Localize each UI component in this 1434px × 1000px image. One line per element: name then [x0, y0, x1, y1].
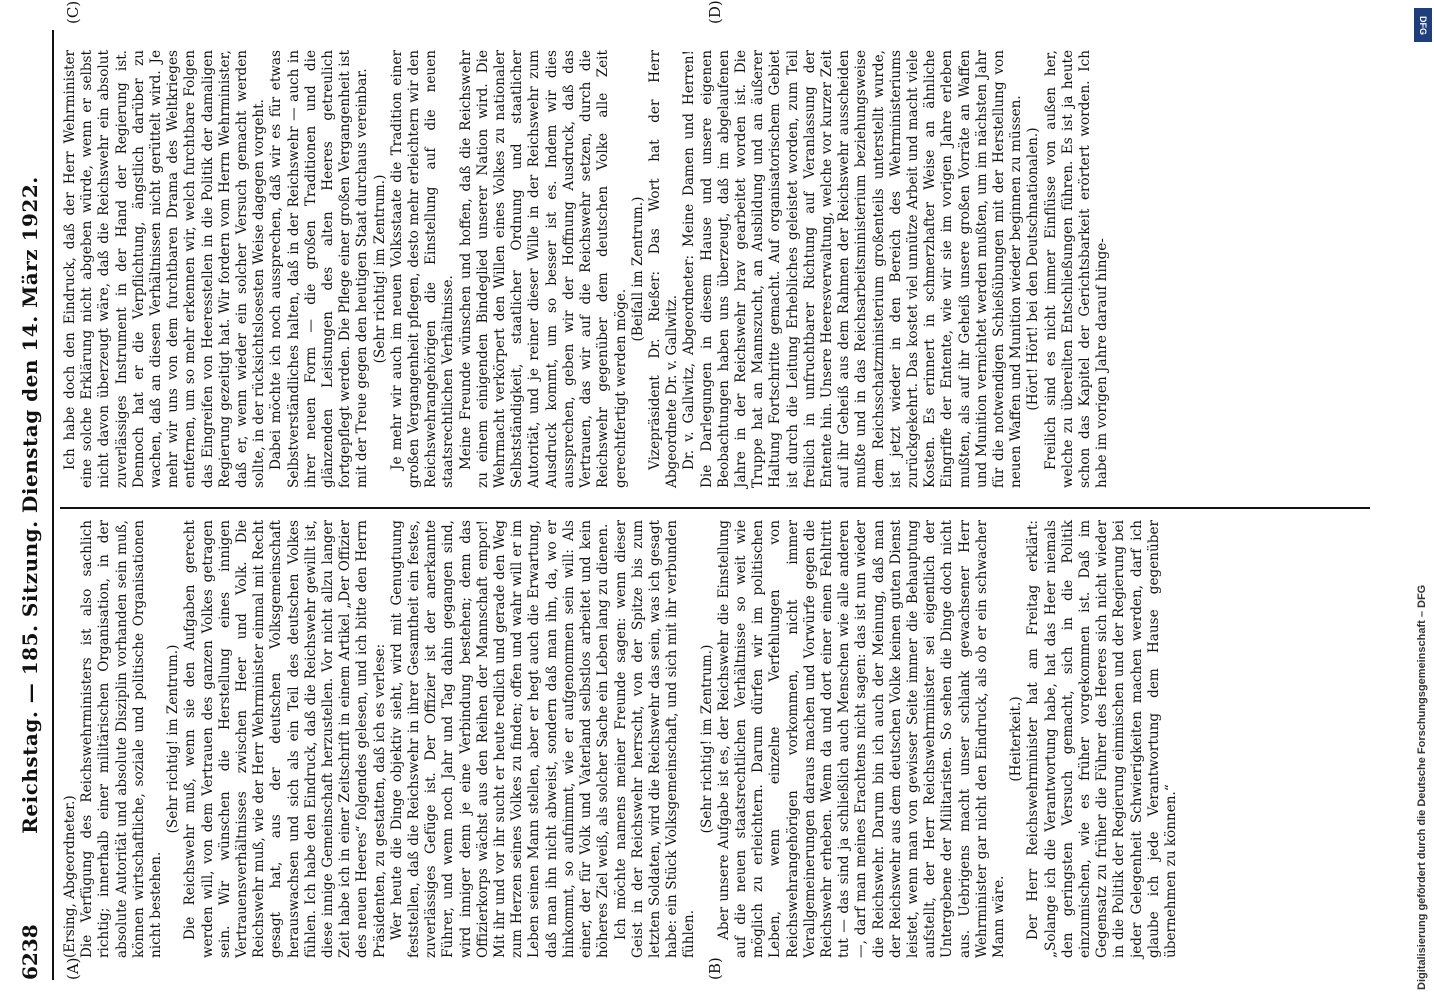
- column-divider: [60, 507, 1370, 509]
- left-column: [62, 520, 1180, 958]
- interjection: (Beifall im Zentrum.): [629, 196, 646, 342]
- right-column: [62, 50, 1111, 488]
- paragraph: Aber unsere Aufgabe ist es, der Reichswehr die Einstellung auf die neuen staatsrechtlichen Verhältnisse so weit wie möglich zu erleichtern. Darum dürfen wir im politischen Leben, wenn einzelne Verfehlungen von Reichswehrangehörigen vorkommen, nicht immer Verallgemeinerungen daraus machen und Vorwürfe gegen die Reichswehr erheben. Wenn da und dort einer einen Fehltritt tut — das sind ja schließlich auch Menschen wie alle anderen —, darf man meines Erachtens nicht sagen: das ist nun wieder die Reichswehr. Darum bin ich auch der Meinung, daß man der Reichswehr aus dem deutschen Volke keinen guten Dienst leistet, wenn man von gewisser Seite immer die Behauptung aufstellt, der Herr Reichswehrminister sei eigentlich der Untergebene der Militaristen. So sehen die Dinge doch nicht aus. Uebrigens macht unser schlank gewachsener Herr Wehrminister gar nicht den Eindruck, als ob er ein schwacher Mann wäre.: [715, 520, 1007, 958]
- paragraph: Meine Freunde wünschen und hoffen, daß die Reichswehr zu einem einigenden Bindeglied unserer Nation wird. Die Wehrmacht verkörpert den Willen eines Volkes zu nationaler Selbstständigkeit, staatlicher Ordnung und staatlicher Autorität, und je reiner dieser Wille in der Reichswehr zum Ausdruck kommt, um so besser ist es. Indem wir dies aussprechen, geben wir der Hoffnung Ausdruck, daß das Vertrauen, das wir auf die Reichswehr setzen, durch die Reichswehr gegenüber dem deutschen Volke alle Zeit gerechtfertigt werden möge.: [457, 50, 629, 488]
- interjection: (Heiterkeit.): [1008, 696, 1025, 782]
- digitization-credit: [1412, 10, 1432, 990]
- paragraph: Je mehr wir auch im neuen Volksstaate die Tradition einer großen Vergangenheit pflegen, desto mehr erleichtern wir den Reichswehrangehörigen die Einstellung auf die neuen staatsrechtlichen Verhältnisse.: [388, 50, 457, 488]
- paragraph: Ich habe doch den Eindruck, daß der Herr Wehrminister eine solche Erklärung nicht abgeben würde, wenn er selbst nicht davon überzeugt wäre, daß die Reichswehr ein absolut zuverlässiges Instrument in der Hand der Regierung ist. Dennoch hat er die Verpflichtung, ängstlich darüber zu wachen, daß an diesen Verhältnissen nicht gerüttelt wird. Je mehr wir uns von dem furchtbaren Drama des Weltkrieges entfernen, um so mehr erkennen wir, welch furchtbare Folgen das Eingreifen von Heeresstellen in die Politik der damaligen Regierung gezeitigt hat. Wir fordern vom Herrn Wehrminister, daß er, wenn wieder ein solcher Versuch gemacht werden sollte, in der rücksichtslosesten Weise dagegen vorgeht.: [62, 50, 268, 488]
- page-number: 6238: [18, 924, 42, 980]
- digitization-credit-text: Digitalisierung gefördert durch die Deutsche Forschungsgemeinschaft – DFG: [1416, 584, 1428, 990]
- margin-marker-a: (A): [64, 957, 82, 980]
- margin-marker-b: (B): [706, 957, 724, 980]
- interjection: (Sehr richtig! im Zentrum.): [371, 174, 388, 364]
- dfg-logo: DFG: [1414, 8, 1432, 42]
- paragraph: Die Verfügung des Reichswehrministers ist also sachlich richtig; innerhalb einer militärischen Organisation, in der absolute Autorität und absolute Disziplin vorhanden sein muß, können wirtschaftliche, soziale und politische Organisationen nicht bestehen.: [79, 520, 165, 958]
- margin-marker-d: (D): [706, 0, 724, 24]
- paragraph: Die Reichswehr muß, wenn sie den Aufgaben gerecht werden will, von dem Vertrauen des ganzen Volkes getragen sein. Wir wünschen die Herstellung eines innigen Vertrauensverhältnisses zwischen Heer und Volk. Die Reichswehr muß, wie der Herr Wehrminister einmal mit Recht gesagt hat, aus der deutschen Volksgemeinschaft herauswachsen und sich als ein Teil des deutschen Volkes fühlen. Ich habe den Eindruck, daß die Reichswehr gewillt ist, diese innige Gemeinschaft herzustellen. Vor nicht allzu langer Zeit habe ich in einer Zeitschrift in einem Artikel „Der Offizier des neuen Heeres“ folgendes gelesen, und ich bitte den Herrn Präsidenten, zu gestatten, daß ich es verlese:: [182, 520, 388, 958]
- paragraph: Dabei möchte ich noch aussprechen, daß wir es für etwas Selbstverständliches halten, daß in der Reichswehr — auch in ihrer neuen Form — die großen Traditionen und die glänzenden Leistungen des alten Heeres getreulich fortgepflegt werden. Die Pflege einer großen Vergangenheit ist mit der Treue gegen den heutigen Staat durchaus vereinbar.: [268, 50, 371, 488]
- paragraph: Ich möchte namens meiner Freunde sagen: wenn dieser Geist in der Reichswehr herrscht, von der Spitze bis zum letzten Soldaten, wird die Reichswehr das sein, was ich gesagt habe: ein Stück Volksgemeinschaft, und sich mit ihr verbunden fühlen.: [612, 520, 698, 958]
- page-header: [18, 30, 48, 980]
- header-rule: [52, 30, 54, 980]
- paragraph: Vizepräsident Dr. Rießer: Das Wort hat der Herr Abgeordnete Dr. v. Gallwitz.: [646, 50, 681, 488]
- margin-marker-c: (C): [64, 0, 82, 24]
- interjection: (Hört! Hört! bei den Deutschnationalen.): [1025, 127, 1042, 411]
- paragraph: Dr. v. Gallwitz, Abgeordneter: Meine Damen und Herren! Die Darlegungen in diesem Hause und unsere eigenen Beobachtungen haben uns überzeugt, daß im abgelaufenen Jahre in der Reichswehr brav gearbeitet worden ist. Die Truppe hat an Mannszucht, an Ausbildung und an äußerer Haltung Fortschritte gemacht. Auf organisatorischem Gebiet ist durch die Leitung Erhebliches geleistet worden, zum Teil freilich in unfruchtbarer Richtung auf Veranlassung der Entente hin. Unsere Heeresverwaltung, welche vor kurzer Zeit auf ihr Geheiß aus dem Rahmen der Reichswehr ausscheiden mußte und in das Reichsarbeitsministerium beziehungsweise dem Reichsschatzministerium großenteils unterstellt wurde, ist jetzt wieder in den Bereich des Wehrministeriums zurückgekehrt. Das kostet viel unnütze Arbeit und macht viele Kosten. Es erinnert in schmerzhafter Weise an ähnliche Eingriffe der Entente, wie wir sie im vorigen Jahre erleben mußten, als auf ihr Geheiß unsere großen Vorräte an Waffen und Munition vernichtet werden mußten, um im nächsten Jahr für die notwendigen Schießübungen mit der Herstellung von neuen Waffen und Munition wieder beginnen zu müssen.: [681, 50, 1025, 488]
- paragraph: Freilich sind es nicht immer Einflüsse von außen her, welche zu übereilten Entschließungen führen. Es ist ja heute schon das Kapitel der Gerichtsbarkeit erörtert worden. Ich habe im vorigen Jahre darauf hinge-: [1042, 50, 1111, 488]
- paragraph: Der Herr Reichswehrminister hat am Freitag erklärt: „Solange ich die Verantwortung habe, hat das Heer niemals den geringsten Versuch gemacht, sich in die Politik einzumischen, wie es früher vorgekommen ist. Daß im Gegensatz zu früher die Führer des Heeres sich nicht wieder in die Politik der Regierung einmischen und der Regierung bei jeder Gelegenheit Schwierigkeiten machen werden, darf ich glaube ich jede Verantwortung dem Hause gegenüber übernehmen zu können.“: [1025, 520, 1179, 958]
- running-title: Reichstag. — 185. Sitzung. Dienstag den 14. März 1922.: [18, 176, 42, 834]
- interjection: (Sehr richtig! im Zentrum.): [165, 644, 182, 834]
- speaker-note: (Ersing, Abgeordneter.): [62, 795, 78, 958]
- quoted-paragraph: Wer heute die Dinge objektiv sieht, wird mit Genugtuung feststellen, daß die Reichswehr in ihrer Gesamtheit ein festes, zuverlässiges Gefüge ist. Der Offizier ist der anerkannte Führer, und wenn noch Jahr und Tag dahin gegangen sind, wird inniger denn je eine Verbindung bestehen; denn das Offizierkorps wächst aus den Reihen der Mannschaft empor! Mit ihr und vor ihr sucht er heute redlich und gerade den Weg zum Herzen seines Volkes zu finden; offen und wahr will er im Leben seinen Mann stellen, aber er hegt auch die Erwartung, daß man ihn nicht abweist, sondern daß man ihn, da, wo er hinkommt, so aufnimmt, wie er aufgenommen sein will: Als einer, der für Volk und Vaterland selbstlos arbeitet und kein höheres Ziel weiß, als solcher Sache ein Leben lang zu dienen.: [388, 520, 612, 958]
- interjection: (Sehr richtig! im Zentrum.): [698, 644, 715, 834]
